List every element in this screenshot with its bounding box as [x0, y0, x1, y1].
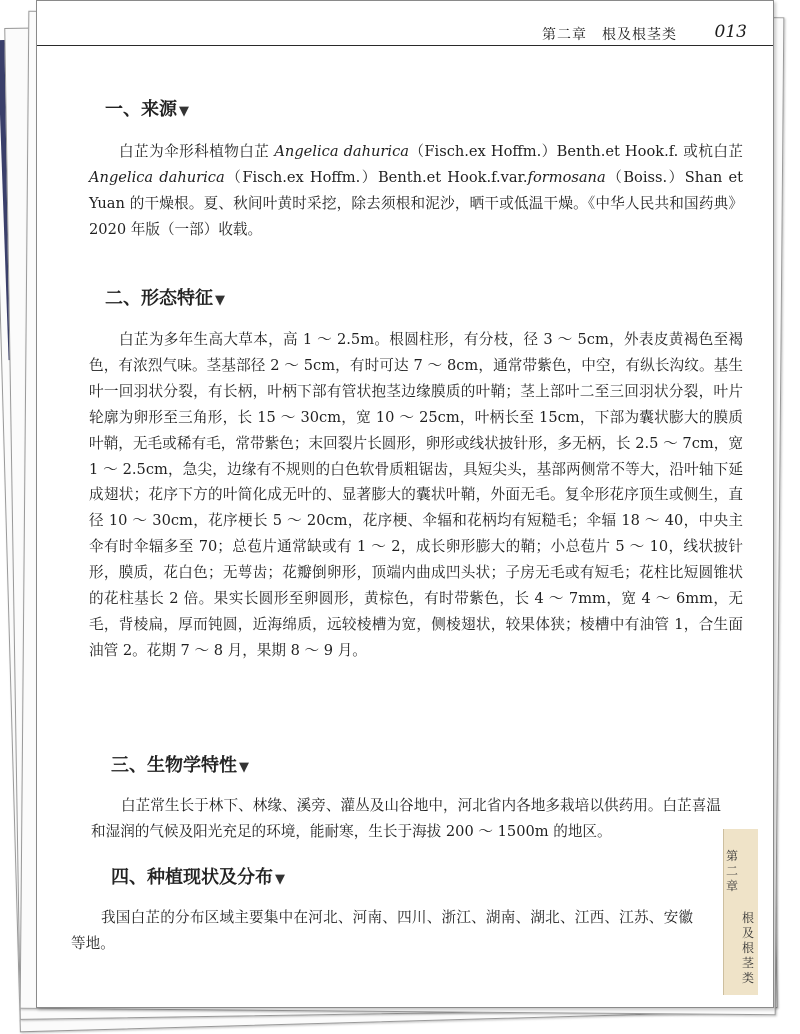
section-biology — [37, 751, 773, 845]
latin-name: formosana — [527, 168, 606, 186]
thumb-tab-title: 根 及 根 茎 类 — [741, 911, 754, 985]
section-paragraph: 白芷常生长于林下、林缘、溪旁、灌丛及山谷地中，河北省内各地多栽培以供药用。白芷喜温和湿润的气候及阳光充足的环境，能耐寒，生长于海拔 200 ～ 1500m 的地区。 — [91, 797, 721, 840]
thumb-tab-chapter: 第 二 章 — [725, 849, 738, 893]
page-number: 013 — [714, 22, 747, 42]
section-paragraph: 我国白芷的分布区域主要集中在河北、河南、四川、浙江、湖南、湖北、江西、江苏、安徽等地。 — [71, 909, 693, 952]
latin-name: Angelica dahurica — [274, 143, 409, 160]
running-head — [37, 21, 773, 46]
section-paragraph: 白芷为多年生高大草本，高 1 ～ 2.5m。根圆柱形，有分枝，径 3 ～ 5cm，外表皮黄褐色至褐色，有浓烈气味。茎基部径 2 ～ 5cm，有时可达 7 ～ 8cm，通常带紫色，中空，有纵长沟纹。基生叶一回羽状分裂，有长柄，叶柄下部有管状抱茎边缘膜质的叶鞘；茎上部叶二至三回羽状分裂，叶片轮廓为卵形至三角形，长 15 ～ 30cm，宽 10 ～ 25cm，叶柄长至 15cm，下部为囊状膨大的膜质叶鞘，无毛或稀有毛，常带紫色；末回裂片长圆形，卵形或线状披针形，多无柄，长 2.5 ～ 7cm，宽 1 ～ 2.5cm，急尖，边缘有不规则的白色软骨质粗锯齿，具短尖头，基部两侧常不等大，沿叶轴下延成翅状；花序下方的叶简化成无叶的、显著膨大的囊状叶鞘，外面无毛。复伞形花序顶生或侧生，直径 10 ～ 30cm，花序梗长 5 ～ 20cm，花序梗、伞辐和花柄均有短糙毛；伞辐 18 ～ 40，中央主伞有时伞辐多至 70；总苞片通常缺或有 1 ～ 2，成长卵形膨大的鞘；小总苞片 5 ～ 10，线状披针形，膜质，花白色；无萼齿；花瓣倒卵形，顶端内曲成凹头状；子房无毛或有短毛；花柱比短圆锥状的花柱基长 2 倍。果实长圆形至卵圆形，黄棕色，有时带紫色，长 4 ～ 7mm，宽 4 ～ 6mm，无毛，背棱扁，厚而钝圆，近海绵质，远较棱槽为宽，侧棱翅状，较果体狭；棱槽中有油管 1，合生面油管 2。花期 7 ～ 8 月，果期 8 ～ 9 月。 — [89, 331, 743, 659]
section-distribution — [37, 863, 773, 957]
section-heading: 一、来源 ▼ — [105, 99, 189, 120]
section-heading: 四、种植现状及分布 ▼ — [111, 867, 285, 888]
section-source — [37, 95, 773, 243]
running-head-chapter: 第二章 根及根茎类 — [542, 27, 677, 43]
section-paragraph: 白芷为伞形科植物白芷 Angelica dahurica（Fisch.ex Hoffm.）Benth.et Hook.f. 或杭白芷 Angelica dahurica（Fisch.ex Hoffm.）Benth.et Hook.f.var.formosana（Boiss.）Shan et Yuan 的干燥根。夏、秋间叶黄时采挖，除去须根和泥沙，晒干或低温干燥。《中华人民共和国药典》2020 年版（一部）收载。 — [89, 143, 743, 238]
book-page — [36, 0, 774, 1008]
latin-name: Angelica dahurica — [89, 168, 225, 186]
section-morphology — [37, 284, 773, 664]
triangle-marker-icon: ▼ — [239, 760, 249, 775]
triangle-marker-icon: ▼ — [179, 104, 189, 119]
section-heading: 二、形态特征 ▼ — [105, 288, 225, 309]
triangle-marker-icon: ▼ — [275, 872, 285, 887]
section-heading: 三、生物学特性 ▼ — [111, 755, 249, 776]
chapter-thumb-tab — [723, 829, 758, 995]
triangle-marker-icon: ▼ — [215, 293, 225, 308]
